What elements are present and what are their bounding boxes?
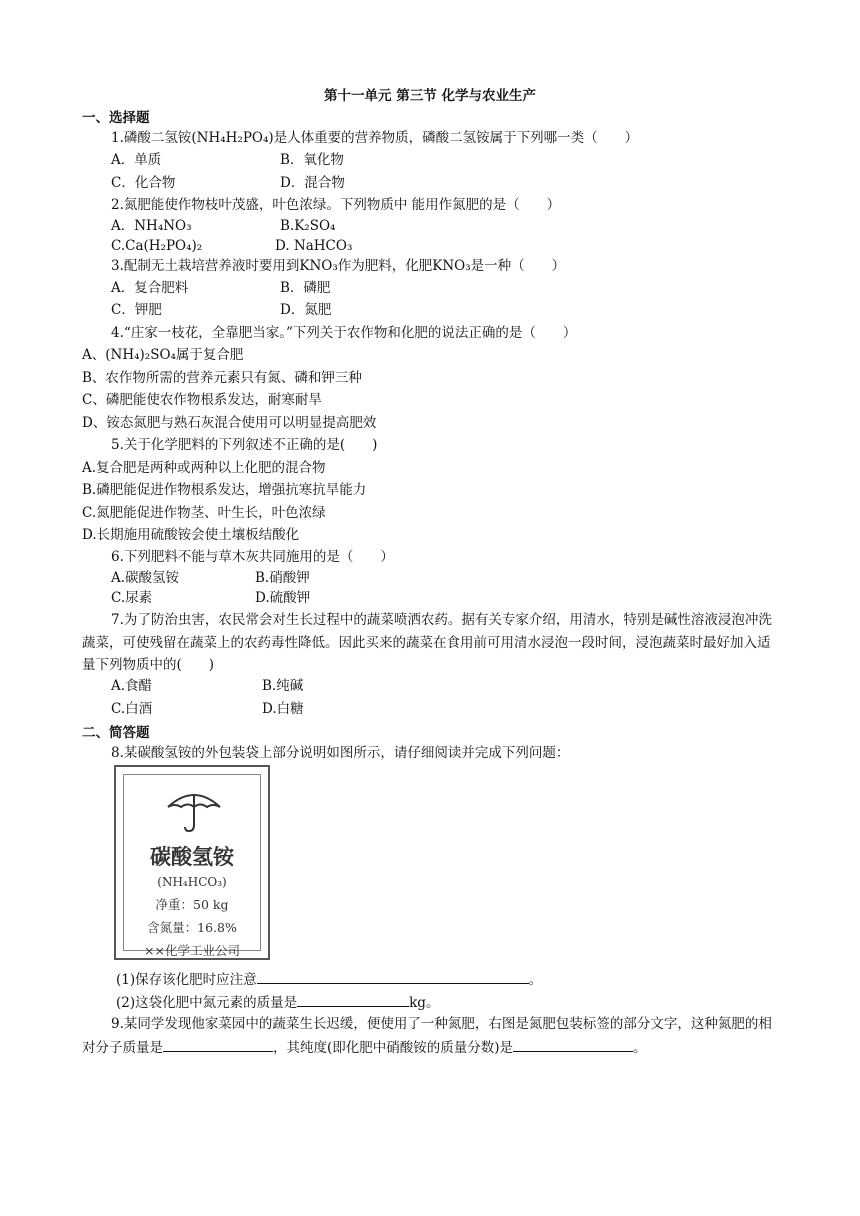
question-3-option-d: D．氮肥	[280, 302, 332, 318]
question-9-stem	[82, 1013, 782, 1059]
question-7-stem-wrap	[82, 609, 782, 677]
question-5-stem: 5.关于化学肥料的下列叙述不正确的是( )	[111, 437, 378, 453]
fertilizer-label-frame	[123, 774, 261, 958]
label-net-weight: 净重：50 kg	[155, 897, 229, 912]
question-5-option-a: A.复合肥是两种或两种以上化肥的混合物	[82, 460, 326, 476]
question-3-stem: 3.配制无土栽培营养液时要用到KNO₃作为肥料，化肥KNO₃是一种（ ）	[111, 258, 566, 274]
label-product-name: 碳酸氢铵	[150, 845, 234, 869]
question-9-text-c: 。	[633, 1039, 647, 1056]
umbrella-icon	[164, 789, 224, 833]
question-6-stem: 6.下列肥料不能与草木灰共同施用的是（ ）	[111, 549, 394, 565]
question-8-sub-1-text: (1)保存该化肥时应注意	[116, 972, 257, 988]
label-nitrogen-content: 含氮量：16.8%	[147, 920, 237, 935]
question-8-sub-2	[116, 991, 439, 1013]
question-2-stem: 2.氮肥能使作物枝叶茂盛，叶色浓绿。下列物质中 能用作氮肥的是（ ）	[111, 197, 561, 213]
question-9-text-a: 9.某同学发现他家菜园中的蔬菜生长迟缓，便使用了一种氮肥，右图是氮肥包装标签的部分文字，这种氮肥的相对分子质量是	[82, 1016, 772, 1056]
answer-blank-8-2[interactable]	[297, 991, 409, 1007]
question-5-option-d: D.长期施用硫酸铵会使土壤板结酸化	[82, 527, 300, 543]
question-7-stem: 7.为了防治虫害，农民常会对生长过程中的蔬菜喷洒农药。据有关专家介绍，用清水，特别是碱性溶液浸泡冲洗蔬菜，可使残留在蔬菜上的农药毒性降低。因此买来的蔬菜在食用前可用清水浸泡一段时间，浸泡蔬菜时最好加入适量下列物质中的( )	[82, 612, 772, 673]
page-title: 第十一单元 第三节 化学与农业生产	[324, 88, 536, 104]
question-8-stem: 8.某碳酸氢铵的外包装袋上部分说明如图所示，请仔细阅读并完成下列问题：	[111, 745, 570, 761]
question-8-sub-2-end: kg。	[409, 995, 440, 1011]
question-1-stem: 1.磷酸二氢铵(NH₄H₂PO₄)是人体重要的营养物质，磷酸二氢铵属于下列哪一类（ ）	[111, 130, 639, 146]
question-2-option-d: D. NaHCO₃	[275, 238, 353, 254]
question-2-option-a: A．NH₄NO₃	[111, 218, 192, 234]
question-5-option-c: C.氮肥能促进作物茎、叶生长，叶色浓绿	[82, 505, 326, 521]
label-formula: (NH₄HCO₃)	[157, 875, 227, 889]
question-7-option-b: B.纯碱	[262, 678, 304, 694]
question-6-option-a: A.碳酸氢铵	[111, 570, 180, 586]
question-8-sub-1-end: 。	[528, 972, 543, 988]
answer-blank-9-1[interactable]	[163, 1036, 273, 1052]
question-3-option-a: A．复合肥料	[111, 280, 189, 296]
question-4-option-c: C、磷肥能使农作物根系发达，耐寒耐旱	[82, 392, 322, 408]
question-6-option-c: C.尿素	[111, 590, 153, 606]
question-4-option-a: A、(NH₄)₂SO₄属于复合肥	[82, 347, 244, 363]
question-8-sub-2-text: (2)这袋化肥中氮元素的质量是	[116, 995, 298, 1011]
question-4-stem: 4.“庄家一枝花，全靠肥当家。”下列关于农作物和化肥的说法正确的是（ ）	[111, 325, 577, 341]
question-4-option-b: B、农作物所需的营养元素只有氮、磷和钾三种	[82, 370, 362, 386]
question-6-option-d: D.硫酸钾	[255, 590, 311, 606]
section-heading-short-answer: 二、简答题	[82, 725, 150, 741]
question-8-sub-1	[116, 968, 542, 990]
question-4-option-d: D、铵态氮肥与熟石灰混合使用可以明显提高肥效	[82, 415, 377, 431]
label-company: ××化学工业公司	[144, 943, 240, 958]
question-6-option-b: B.硝酸钾	[255, 570, 310, 586]
question-7-option-c: C.白酒	[111, 701, 153, 717]
answer-blank-8-1[interactable]	[257, 968, 529, 984]
fertilizer-label-image	[114, 765, 270, 960]
question-1-option-c: C．化合物	[111, 175, 176, 191]
answer-blank-9-2[interactable]	[513, 1036, 633, 1052]
question-3-option-b: B．磷肥	[280, 280, 331, 296]
question-7-option-a: A.食醋	[111, 678, 153, 694]
question-2-option-c: C.Ca(H₂PO₄)₂	[111, 238, 203, 254]
question-7-option-d: D.白糖	[262, 701, 304, 717]
question-1-option-a: A．单质	[111, 152, 162, 168]
question-1-option-b: B．氧化物	[280, 152, 344, 168]
section-heading-choice: 一、选择题	[82, 110, 150, 126]
question-3-option-c: C．钾肥	[111, 302, 162, 318]
question-5-option-b: B.磷肥能促进作物根系发达，增强抗寒抗旱能力	[82, 482, 367, 498]
question-2-option-b: B.K₂SO₄	[280, 218, 336, 234]
question-9-text-b: ，其纯度(即化肥中硝酸铵的质量分数)是	[273, 1039, 514, 1056]
question-1-option-d: D．混合物	[280, 175, 345, 191]
